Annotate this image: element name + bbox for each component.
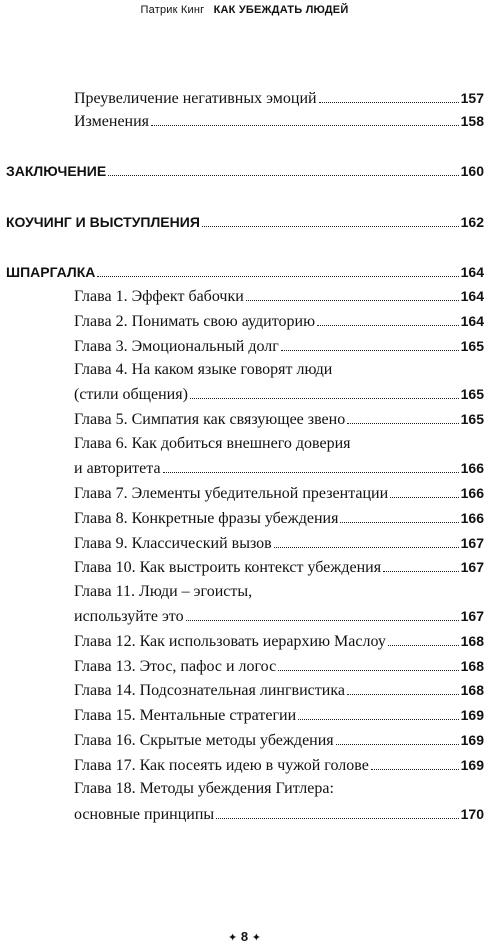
toc-entry-page: 168 bbox=[460, 682, 484, 698]
toc-entry-title: Глава 4. На каком языке говорят люди bbox=[74, 361, 333, 378]
toc-chapter-8[interactable] bbox=[74, 508, 484, 529]
toc-entry-title: Глава 16. Скрытые методы убеждения bbox=[74, 732, 334, 749]
leader-dots bbox=[274, 546, 459, 548]
leader-dots bbox=[388, 644, 459, 646]
toc-chapter-11-line1[interactable] bbox=[74, 582, 484, 602]
leader-dots bbox=[319, 101, 459, 103]
toc-entry-page: 168 bbox=[460, 633, 484, 649]
leader-dots bbox=[336, 743, 459, 745]
toc-entry-title: Глава 11. Люди – эгоисты, bbox=[74, 583, 253, 600]
toc-chapter-6[interactable] bbox=[74, 458, 484, 479]
toc-entry-title: Глава 7. Элементы убедительной презентации bbox=[74, 485, 389, 502]
leader-dots bbox=[383, 570, 459, 572]
toc-chapter-18[interactable] bbox=[74, 804, 484, 825]
toc-entry-page: 169 bbox=[460, 732, 484, 748]
page-footer bbox=[0, 929, 489, 944]
toc-entry[interactable] bbox=[74, 88, 484, 109]
toc-entry-page: 168 bbox=[460, 658, 484, 674]
running-header bbox=[0, 4, 489, 16]
toc-entry-page: 157 bbox=[460, 90, 484, 106]
toc-chapter-13[interactable] bbox=[74, 656, 484, 677]
toc-chapter-11[interactable] bbox=[74, 606, 484, 627]
toc-entry[interactable] bbox=[74, 111, 484, 132]
toc-chapter-14[interactable] bbox=[74, 680, 484, 701]
star-right-icon: ✦ bbox=[251, 932, 261, 944]
leader-dots bbox=[371, 768, 459, 770]
toc-chapter-17[interactable] bbox=[74, 755, 484, 776]
toc-chapter-9[interactable] bbox=[74, 533, 484, 554]
toc-chapter-3[interactable] bbox=[74, 336, 484, 357]
toc-entry-title: Глава 13. Этос, пафос и логос bbox=[74, 658, 277, 675]
toc-entry-page: 167 bbox=[460, 608, 484, 624]
toc-entry-title: Глава 9. Классический вызов bbox=[74, 535, 272, 552]
toc-entry-title: и авторитета bbox=[74, 460, 161, 477]
toc-entry-title: (стили общения) bbox=[74, 386, 188, 403]
leader-dots bbox=[186, 619, 459, 621]
toc-chapter-16[interactable] bbox=[74, 730, 484, 751]
toc-entry-page: 169 bbox=[460, 707, 484, 723]
toc-section-page: 164 bbox=[460, 264, 484, 280]
toc-entry-title: Глава 14. Подсознательная лингвистика bbox=[74, 682, 345, 699]
toc-entry-title: Изменения bbox=[74, 113, 150, 130]
toc-entry-title: основные принципы bbox=[74, 806, 215, 823]
leader-dots bbox=[347, 422, 458, 424]
toc-entry-page: 166 bbox=[460, 485, 484, 501]
leader-dots bbox=[108, 174, 458, 176]
leader-dots bbox=[216, 817, 458, 819]
leader-dots bbox=[298, 718, 459, 720]
toc-entry-title: Глава 15. Ментальные стратегии bbox=[74, 707, 297, 724]
toc-entry-title: Глава 12. Как использовать иерархию Маслоу bbox=[74, 633, 386, 650]
toc-section-page: 160 bbox=[460, 163, 484, 179]
toc-entry-title: Глава 17. Как посеять идею в чужой голове bbox=[74, 757, 369, 774]
toc-chapter-2[interactable] bbox=[74, 311, 484, 332]
toc-entry-page: 170 bbox=[460, 806, 484, 822]
header-book-title: КАК УБЕЖДАТЬ ЛЮДЕЙ bbox=[213, 4, 349, 16]
star-left-icon: ✦ bbox=[228, 932, 238, 944]
toc-entry-title: Глава 1. Эффект бабочки bbox=[74, 288, 244, 305]
toc-section-conclusion[interactable] bbox=[6, 161, 484, 181]
toc-chapter-10[interactable] bbox=[74, 557, 484, 578]
toc-entry-page: 165 bbox=[460, 411, 484, 427]
toc-section-title: ЗАКЛЮЧЕНИЕ bbox=[6, 163, 107, 179]
toc-entry-page: 166 bbox=[460, 510, 484, 526]
toc-section-title: ШПАРГАЛКА bbox=[6, 264, 96, 280]
leader-dots bbox=[390, 496, 458, 498]
toc-entry-page: 167 bbox=[460, 535, 484, 551]
toc-section-title: КОУЧИНГ И ВЫСТУПЛЕНИЯ bbox=[6, 214, 200, 230]
leader-dots bbox=[278, 669, 458, 671]
leader-dots bbox=[317, 324, 459, 326]
toc-entry-page: 164 bbox=[460, 288, 484, 304]
leader-dots bbox=[246, 299, 459, 301]
toc-chapter-4-line1[interactable] bbox=[74, 360, 484, 380]
header-author: Патрик Кинг bbox=[140, 4, 205, 16]
toc-section-cheatsheet[interactable] bbox=[6, 262, 484, 282]
toc-entry-title: Глава 5. Симпатия как связующее звено bbox=[74, 411, 346, 428]
toc-entry-title: Глава 2. Понимать свою аудиторию bbox=[74, 313, 316, 330]
toc-entry-page: 164 bbox=[460, 313, 484, 329]
toc-entry-title: используйте это bbox=[74, 608, 184, 625]
toc-section-page: 162 bbox=[460, 214, 484, 230]
toc-chapter-15[interactable] bbox=[74, 705, 484, 726]
toc-entry-page: 166 bbox=[460, 460, 484, 476]
toc-section-coaching[interactable] bbox=[6, 212, 484, 232]
toc-entry-title: Глава 10. Как выстроить контекст убеждения bbox=[74, 559, 382, 576]
toc-chapter-12[interactable] bbox=[74, 631, 484, 652]
toc-entry-page: 158 bbox=[460, 113, 484, 129]
leader-dots bbox=[97, 275, 458, 277]
leader-dots bbox=[340, 521, 458, 523]
toc-entry-page: 165 bbox=[460, 338, 484, 354]
toc-entry-title: Глава 6. Как добиться внешнего доверия bbox=[74, 435, 351, 452]
toc-entry-title: Глава 8. Конкретные фразы убеждения bbox=[74, 510, 339, 527]
toc-entry-title: Преувеличение негативных эмоций bbox=[74, 90, 317, 107]
leader-dots bbox=[347, 693, 459, 695]
leader-dots bbox=[190, 397, 459, 399]
toc-entry-page: 165 bbox=[460, 386, 484, 402]
toc-chapter-1[interactable] bbox=[74, 286, 484, 307]
toc-chapter-4[interactable] bbox=[74, 384, 484, 405]
leader-dots bbox=[151, 124, 459, 126]
page-number: 8 bbox=[240, 929, 249, 944]
toc-entry-title: Глава 3. Эмоциональный долг bbox=[74, 338, 279, 355]
toc-entry-page: 169 bbox=[460, 757, 484, 773]
toc-chapter-6-line1[interactable] bbox=[74, 434, 484, 454]
toc-chapter-18-line1[interactable] bbox=[74, 779, 484, 799]
toc-chapter-5[interactable] bbox=[74, 409, 484, 430]
leader-dots bbox=[202, 225, 459, 227]
leader-dots bbox=[281, 349, 459, 351]
toc-chapter-7[interactable] bbox=[74, 483, 484, 504]
toc-entry-title: Глава 18. Методы убеждения Гитлера: bbox=[74, 780, 334, 797]
leader-dots bbox=[163, 471, 459, 473]
toc-entry-page: 167 bbox=[460, 559, 484, 575]
